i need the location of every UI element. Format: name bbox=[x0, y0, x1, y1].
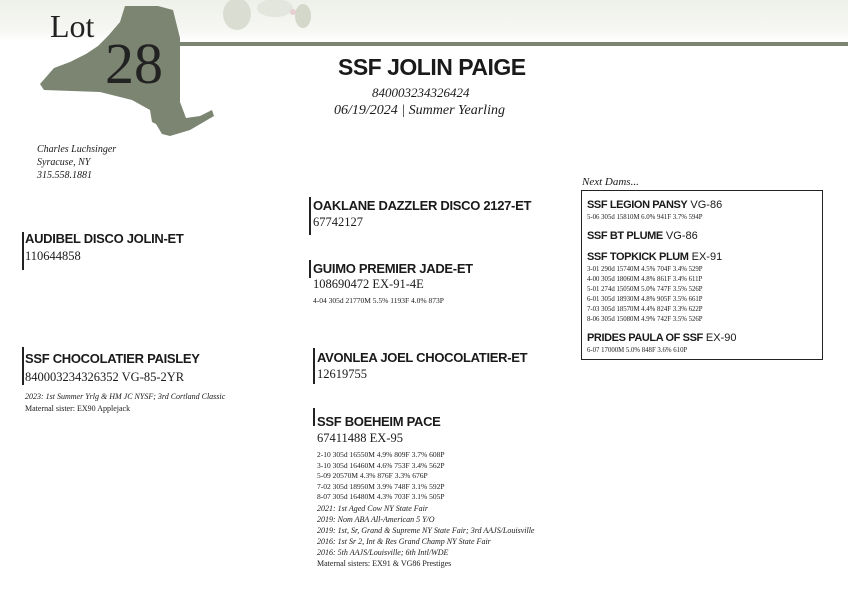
next-dam-entry bbox=[587, 328, 817, 356]
dam-dam-record: 3-10 305d 16460M 4.6% 753F 3.4% 562P bbox=[317, 460, 445, 470]
sire-dam-registration: 108690472 EX-91-4E bbox=[313, 277, 424, 291]
next-dam-record: 8-06 305d 15080M 4.9% 742F 3.5% 526P bbox=[587, 316, 703, 323]
dam-dam-honor: 2019: 1st, Sr, Grand & Supreme NY State Fair; 3rd AAJS/Louisville bbox=[317, 525, 535, 535]
header-rule bbox=[170, 42, 848, 46]
next-dam-name: SSF LEGION PANSY bbox=[587, 199, 688, 211]
next-dam-class: EX-90 bbox=[702, 332, 737, 344]
dam-dam-honor: 2016: 5th AAJS/Louisville; 6th Intl/WDE bbox=[317, 547, 449, 557]
sire-sire-name: OAKLANE DAZZLER DISCO 2127-ET bbox=[313, 198, 532, 213]
sire-name: AUDIBEL DISCO JOLIN-ET bbox=[25, 231, 184, 246]
foliage-decoration bbox=[215, 0, 325, 38]
lot-number: 28 bbox=[105, 31, 163, 96]
sire-sire-bar bbox=[309, 197, 311, 235]
next-dam-entry bbox=[587, 195, 817, 223]
next-dam-entry bbox=[587, 247, 817, 325]
next-dam-class: VG-86 bbox=[662, 230, 698, 242]
dam-dam-name: SSF BOEHEIM PACE bbox=[317, 414, 441, 429]
dam-dam-honor: 2016: 1st Sr 2, Int & Res Grand Champ NY State Fair bbox=[317, 536, 491, 546]
dam-sire-bar bbox=[313, 348, 315, 384]
next-dams-label: Next Dams... bbox=[582, 176, 639, 188]
next-dam-record: 5-06 305d 15810M 6.0% 941F 3.7% 594P bbox=[587, 214, 703, 221]
dam-registration: 840003234326352 VG-85-2YR bbox=[25, 370, 185, 384]
dam-sister: Maternal sister: EX90 Applejack bbox=[25, 404, 131, 413]
animal-name: SSF JOLIN PAIGE bbox=[338, 54, 526, 80]
next-dam-record: 4-00 305d 18060M 4.8% 861F 3.4% 611P bbox=[587, 276, 703, 283]
breeder-name: Charles Luchsinger bbox=[37, 144, 117, 155]
sire-dam-name: GUIMO PREMIER JADE-ET bbox=[313, 261, 473, 276]
next-dam-name: SSF TOPKICK PLUM bbox=[587, 251, 689, 263]
dam-dam-honor: 2021: 1st Aged Cow NY State Fair bbox=[317, 503, 428, 513]
next-dam-record: 6-01 305d 18930M 4.8% 905F 3.5% 661P bbox=[587, 296, 703, 303]
sire-bar bbox=[22, 232, 24, 270]
dam-dam-record: 2-10 305d 16550M 4.9% 809F 3.7% 608P bbox=[317, 450, 445, 459]
next-dams-box bbox=[581, 190, 823, 360]
dam-sire-registration: 12619755 bbox=[317, 367, 367, 381]
dam-dam-details bbox=[317, 450, 534, 569]
dam-dam-honor: 2019: Nom ABA All-American 5 Y/O bbox=[317, 514, 435, 524]
dam-dam-registration: 67411488 EX-95 bbox=[317, 431, 403, 445]
next-dam-class: EX-91 bbox=[688, 251, 723, 263]
sire-dam-record: 4-04 305d 21770M 5.5% 1193F 4.0% 873P bbox=[313, 296, 444, 305]
dam-note: 2023: 1st Summer Yrlg & HM JC NYSF; 3rd Cortland Classic bbox=[25, 392, 226, 401]
breeder-info bbox=[37, 143, 116, 182]
breeder-location: Syracuse, NY bbox=[37, 157, 91, 168]
dam-dam-record: 7-02 305d 18950M 3.9% 748F 3.1% 592P bbox=[317, 481, 445, 491]
next-dam-record: 3-01 290d 15740M 4.5% 704F 3.4% 529P bbox=[587, 266, 703, 273]
sire-sire-registration: 67742127 bbox=[313, 215, 363, 229]
dam-dam-record: 5-09 20570M 4.3% 876F 3.3% 676P bbox=[317, 471, 428, 480]
dam-dam-record: 8-07 305d 16480M 4.3% 703F 3.1% 505P bbox=[317, 492, 445, 501]
next-dam-name: PRIDES PAULA OF SSF bbox=[587, 332, 703, 344]
dam-dam-bar bbox=[313, 408, 315, 426]
dam-name: SSF CHOCOLATIER PAISLEY bbox=[25, 351, 200, 366]
birth-date-class: 06/19/2024 | Summer Yearling bbox=[334, 103, 505, 118]
animal-registration: 840003234326424 bbox=[372, 85, 470, 100]
dam-sire-name: AVONLEA JOEL CHOCOLATIER-ET bbox=[317, 350, 528, 365]
next-dam-record: 5-01 274d 15050M 5.0% 747F 3.5% 526P bbox=[587, 286, 703, 293]
breeder-phone: 315.558.1881 bbox=[37, 170, 92, 181]
sire-dam-bar bbox=[309, 260, 311, 278]
next-dam-record: 6-07 17000M 5.0% 848F 3.6% 610P bbox=[587, 347, 688, 354]
dam-bar bbox=[22, 347, 24, 385]
sire-registration: 110644858 bbox=[25, 249, 81, 263]
next-dam-entry bbox=[587, 226, 817, 244]
lot-label: Lot bbox=[50, 8, 95, 44]
next-dam-class: VG-86 bbox=[687, 199, 723, 211]
next-dam-record: 7-03 305d 18570M 4.4% 824F 3.3% 622P bbox=[587, 306, 703, 313]
next-dam-name: SSF BT PLUME bbox=[587, 230, 663, 242]
dam-dam-sisters: Maternal sisters: EX91 & VG86 Prestiges bbox=[317, 558, 452, 568]
